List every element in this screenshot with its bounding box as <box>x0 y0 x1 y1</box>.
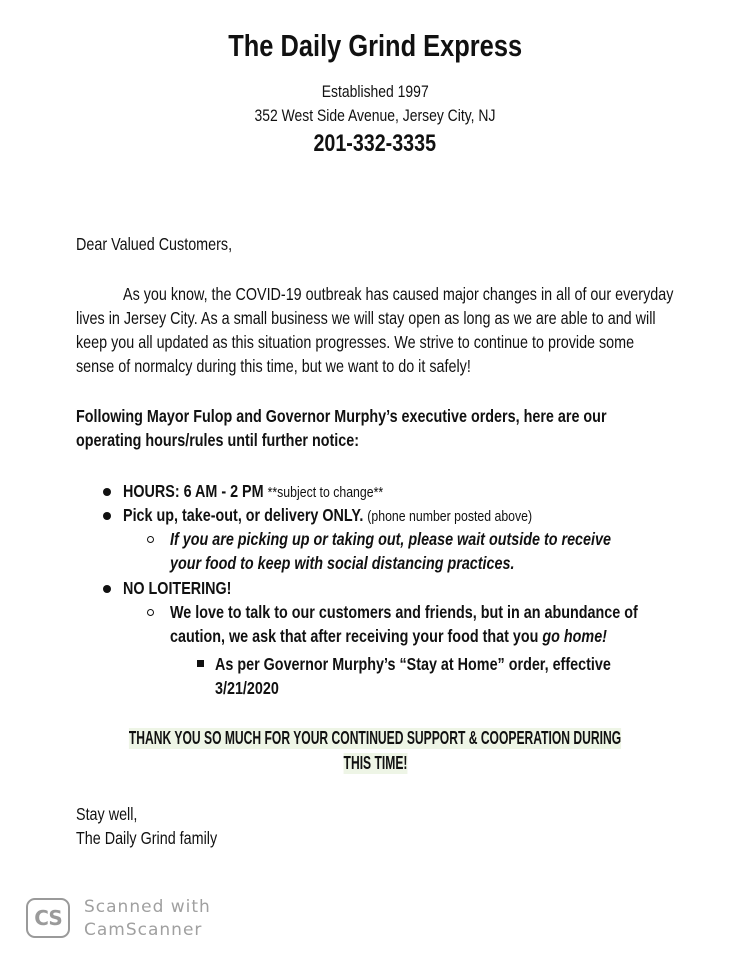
camscanner-logo-icon: CS <box>26 898 70 938</box>
thanks-line-2: THIS TIME! <box>343 753 407 773</box>
hours-note: **subject to change** <box>267 484 384 501</box>
loitering-label: NO LOITERING! <box>123 578 232 598</box>
sub-bullet-icon <box>147 536 154 543</box>
loitering-sub-line-1: We love to talk to our customers and friends, but in an abundance of <box>170 602 638 622</box>
phone-number: 201-332-3335 <box>313 130 437 157</box>
sub-bullet-icon <box>147 609 154 616</box>
orders-line-2: operating hours/rules until further notice: <box>76 430 360 450</box>
business-address: 352 West Side Avenue, Jersey City, NJ <box>254 106 496 125</box>
business-name: The Daily Grind Express <box>228 28 522 63</box>
orders-line-1: Following Mayor Fulop and Governor Murphy’s executive orders, here are our <box>76 406 607 426</box>
closing: Stay well, <box>76 804 138 824</box>
salutation: Dear Valued Customers, <box>76 234 233 254</box>
intro-line-2: lives in Jersey City. As a small business we will stay open as long as we are able to and will <box>76 308 656 328</box>
intro-line-1: As you know, the COVID-19 outbreak has caused major changes in all of our everyday <box>123 284 674 304</box>
pickup-sub-line-2: your food to keep with social distancing practices. <box>170 553 515 573</box>
hours-label: HOURS: 6 AM - 2 PM <box>123 481 264 501</box>
established-year: Established 1997 <box>321 82 429 101</box>
camscanner-watermark <box>26 894 236 946</box>
loitering-sub-line-2: caution, we ask that after receiving your food that you go home! <box>170 626 607 646</box>
order-line-2: 3/21/2020 <box>215 678 279 698</box>
watermark-line-1: Scanned with <box>84 897 211 917</box>
pickup-label: Pick up, take-out, or delivery ONLY. <box>123 505 364 525</box>
intro-line-3: keep you all updated as this situation progresses. We strive to continue to provide some <box>76 332 635 352</box>
bullet-icon <box>103 585 111 593</box>
watermark-line-2: CamScanner <box>84 920 203 940</box>
order-line-1: As per Governor Murphy’s “Stay at Home” order, effective <box>215 654 611 674</box>
signature: The Daily Grind family <box>76 828 218 848</box>
thanks-line-1: THANK YOU SO MUCH FOR YOUR CONTINUED SUPPORT & COOPERATION DURING <box>128 728 622 748</box>
intro-line-4: sense of normalcy during this time, but we want to do it safely! <box>76 356 471 376</box>
watermark-text <box>84 896 211 942</box>
hours-item <box>123 479 383 505</box>
pickup-sub-line-1: If you are picking up or taking out, please wait outside to receive <box>170 529 611 549</box>
go-home-emphasis: go home! <box>542 626 607 646</box>
bullet-icon <box>103 512 111 520</box>
pickup-note: (phone number posted above) <box>367 508 533 525</box>
bullet-icon <box>103 488 111 496</box>
square-bullet-icon <box>197 660 204 667</box>
pickup-item <box>123 503 532 529</box>
